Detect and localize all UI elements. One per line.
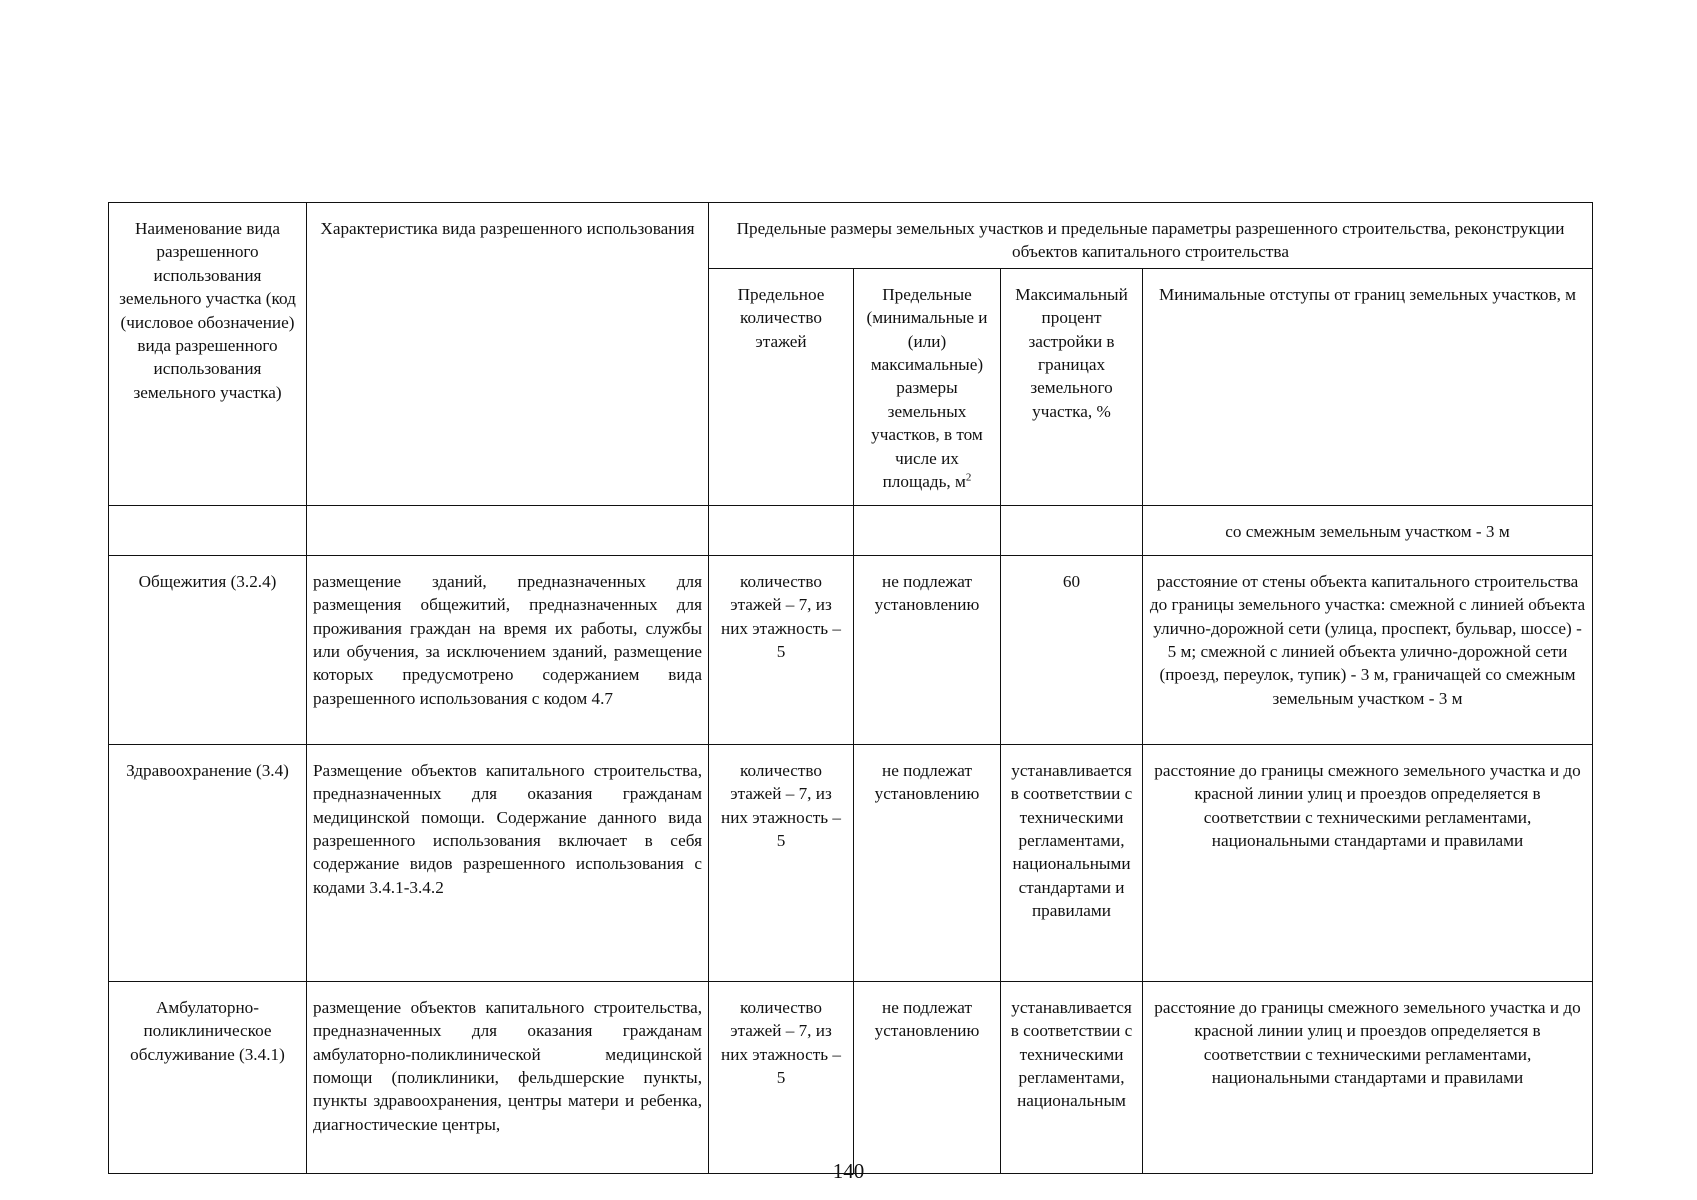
cell-name: Здравоохранение (3.4) [109, 744, 307, 981]
header-floors: Предельное количество этажей [709, 268, 854, 505]
cell-description: размещение зданий, предназначенных для размещения общежитий, предназначенных для проживания граждан на время их работы, службы или обучения, за исключением зданий, размещение которых предусмотрено содержанием вида разрешенного использования с кодом 4.7 [307, 555, 709, 744]
zoning-table [108, 202, 1593, 1174]
table-row [109, 555, 1593, 744]
header-row-1 [109, 203, 1593, 269]
cell-floors [709, 505, 854, 555]
cell-name: Амбулаторно-поликлиническое обслуживание (3.4.1) [109, 981, 307, 1173]
header-setbacks: Минимальные отступы от границ земельных участков, м [1143, 268, 1593, 505]
cell-max-percent: 60 [1001, 555, 1143, 744]
cell-description: Размещение объектов капитального строительства, предназначенных для оказания гражданам медицинской помощи. Содержание данного вида разрешенного использования включает в себя содержание видов разрешенного использования с кодами 3.4.1-3.4.2 [307, 744, 709, 981]
cell-setbacks: расстояние до границы смежного земельного участка и до красной линии улиц и проездов определяется в соответствии с техническими регламентами, национальными стандартами и правилами [1143, 744, 1593, 981]
cell-floors: количество этажей – 7, из них этажность – 5 [709, 981, 854, 1173]
cell-setbacks: расстояние до границы смежного земельного участка и до красной линии улиц и проездов определяется в соответствии с техническими регламентами, национальными стандартами и правилами [1143, 981, 1593, 1173]
cell-setbacks: со смежным земельным участком - 3 м [1143, 505, 1593, 555]
header-plot-size [854, 268, 1001, 505]
cell-floors: количество этажей – 7, из них этажность – 5 [709, 555, 854, 744]
header-plot-size-sup: 2 [965, 471, 972, 484]
table-row [109, 981, 1593, 1173]
cell-max-percent: устанавливается в соответствии с техническими регламентами, национальными стандартами и правилами [1001, 744, 1143, 981]
cell-setbacks: расстояние от стены объекта капитального строительства до границы земельного участка: смежной с линией объекта улично-дорожной сети (улица, проспект, бульвар, шоссе) - 5 м; смежной с линией объекта улично-дорожной сети (проезд, переулок, тупик) - 3 м, граничащей со смежным земельным участком - 3 м [1143, 555, 1593, 744]
cell-name: Общежития (3.2.4) [109, 555, 307, 744]
cell-name [109, 505, 307, 555]
cell-plot-size: не подлежат установлению [854, 744, 1001, 981]
cell-floors: количество этажей – 7, из них этажность – 5 [709, 744, 854, 981]
cell-max-percent: устанавливается в соответствии с техническими регламентами, национальным [1001, 981, 1143, 1173]
header-name: Наименование вида разрешенного использования земельного участка (код (числовое обозначение) вида разрешенного использования земельного участка) [109, 203, 307, 506]
cell-plot-size [854, 505, 1001, 555]
header-limits-group: Предельные размеры земельных участков и предельные параметры разрешенного строительства, реконструкции объектов капитального строительства [709, 203, 1593, 269]
cell-description [307, 505, 709, 555]
cell-plot-size: не подлежат установлению [854, 981, 1001, 1173]
cell-max-percent [1001, 505, 1143, 555]
header-description: Характеристика вида разрешенного использования [307, 203, 709, 506]
cell-plot-size: не подлежат установлению [854, 555, 1001, 744]
table-row-continuation [109, 505, 1593, 555]
header-plot-size-text: Предельные (минимальные и (или) максимальные) размеры земельных участков, в том числе их площадь, м [866, 284, 988, 492]
cell-description: размещение объектов капитального строительства, предназначенных для оказания гражданам амбулаторно-поликлинической медицинской помощи (поликлиники, фельдшерские пункты, пункты здравоохранения, центры матери и ребенка, диагностические центры, [307, 981, 709, 1173]
page-number: 140 [832, 1159, 865, 1183]
header-max-percent: Максимальный процент застройки в границах земельного участка, % [1001, 268, 1143, 505]
table-row [109, 744, 1593, 981]
